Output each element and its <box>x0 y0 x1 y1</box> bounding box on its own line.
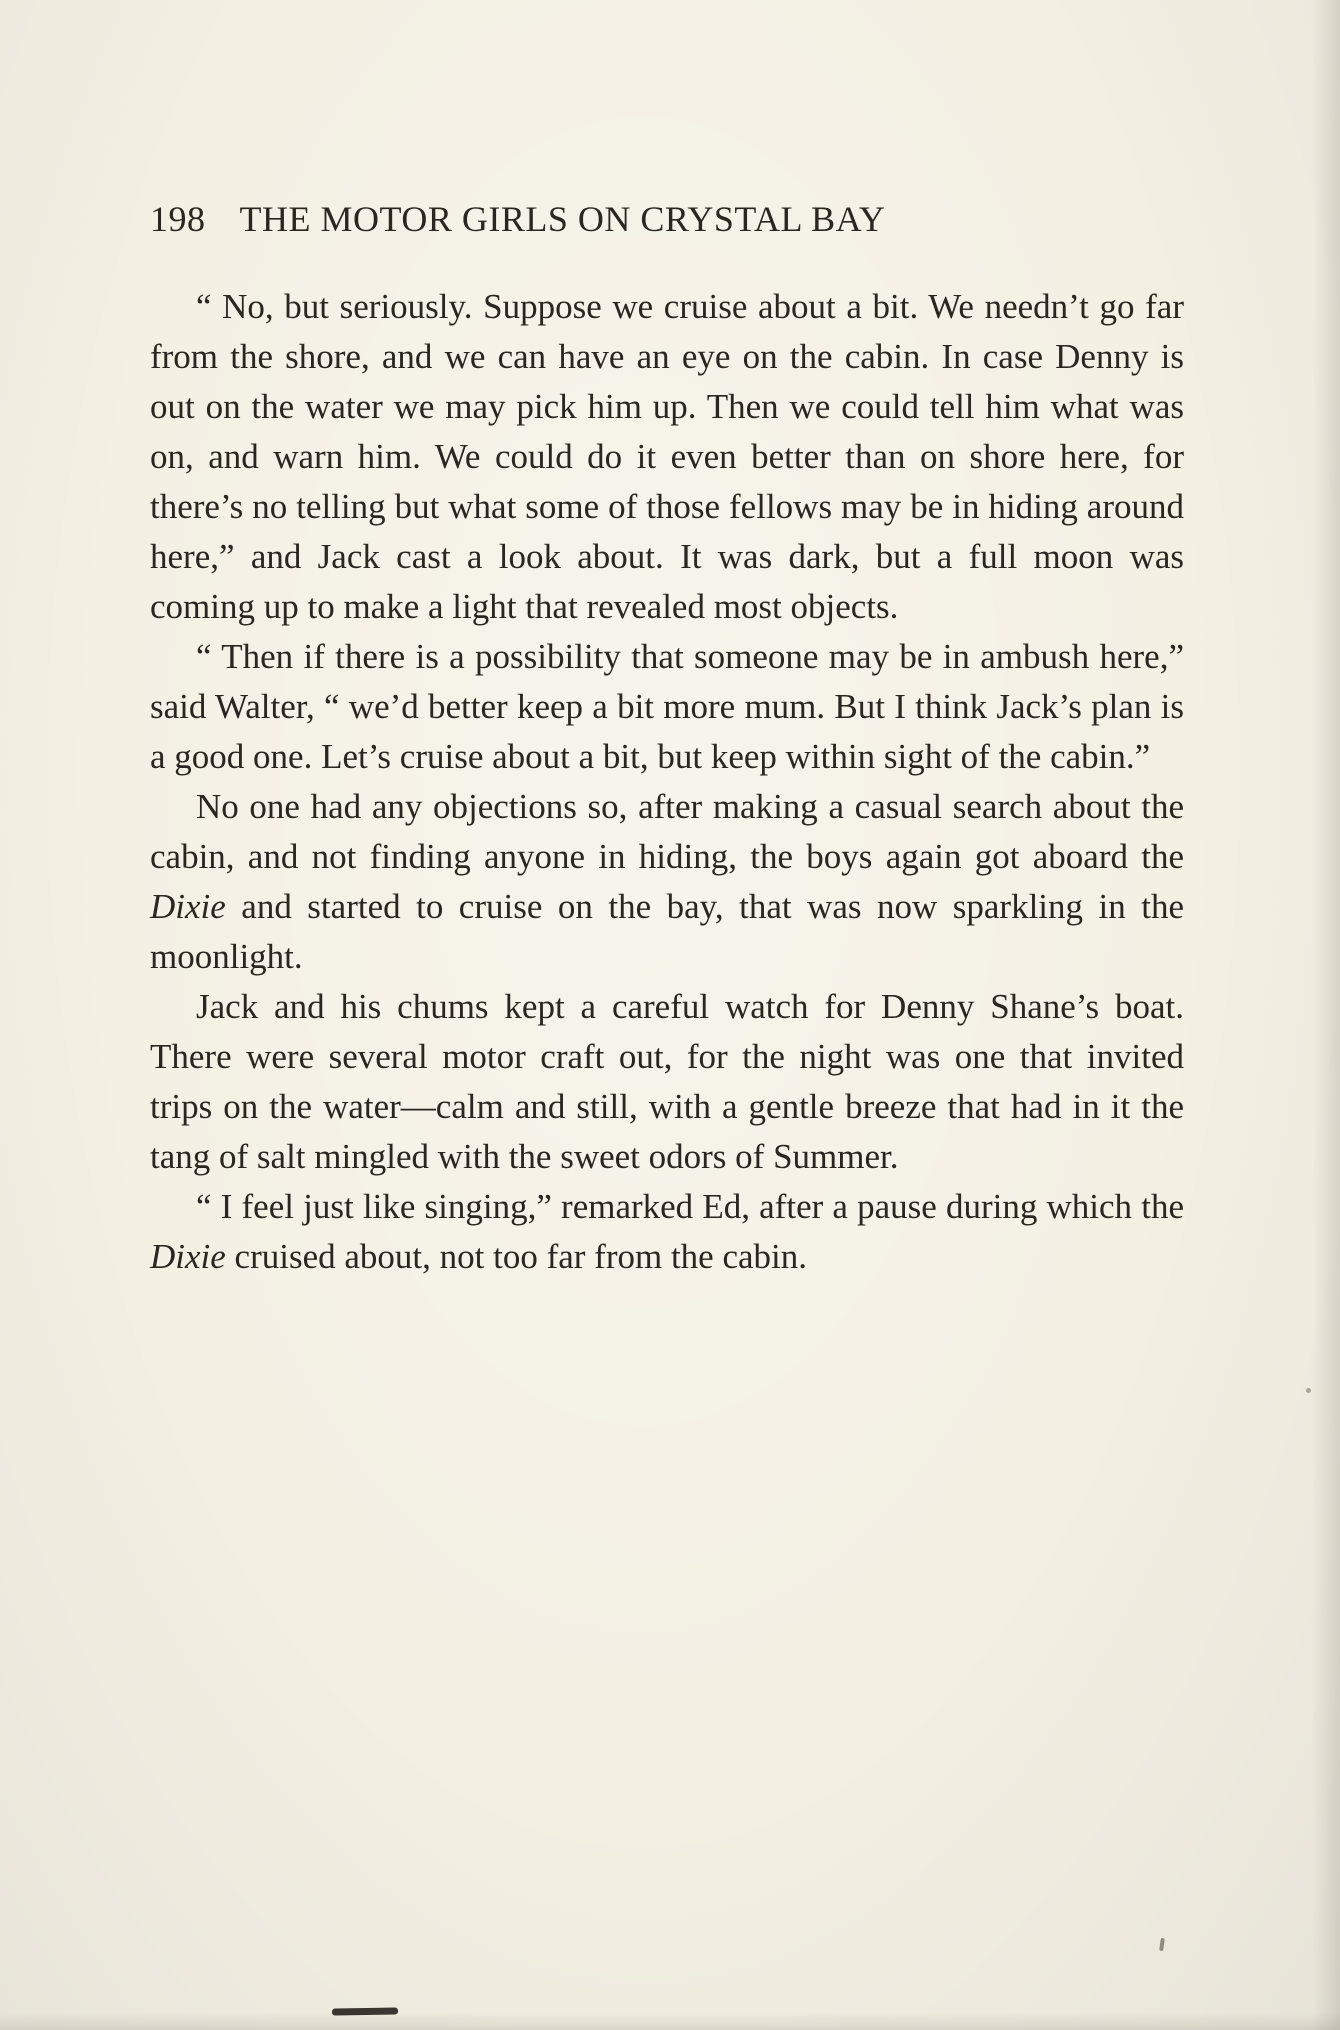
running-title: THE MOTOR GIRLS ON CRYSTAL BAY <box>239 199 886 239</box>
italic-text-run: Dixie <box>150 1237 226 1276</box>
page-header <box>150 198 885 240</box>
paragraph <box>150 282 1184 632</box>
text-run: and started to cruise on the bay, that was now sparkling in the moonlight. <box>150 887 1184 976</box>
scan-edge-shadow <box>1312 0 1340 2030</box>
page-body <box>150 282 1184 1282</box>
text-run: Jack and his chums kept a careful watch for Denny Shane’s boat. There were several motor craft out, for the night was one that invited trips on the water—calm and still, with a gentle breeze that had in it the tang of salt mingled with the sweet odors of Summer. <box>150 987 1184 1176</box>
italic-text-run: Dixie <box>150 887 226 926</box>
paragraph <box>150 782 1184 982</box>
paragraph <box>150 982 1184 1182</box>
scan-bottom-shadow <box>0 2012 1340 2030</box>
scan-artifact <box>1159 1938 1165 1951</box>
paragraph <box>150 1182 1184 1282</box>
text-run: “ No, but seriously. Suppose we cruise about a bit. We needn’t go far from the shore, and we can have an eye on the cabin. In case Denny is out on the water we may pick him up. Then we could tell him what was on, and warn him. We could do it even better than on shore here, for there’s no telling but what some of those fellows may be in hiding around here,” and Jack cast a look about. It was dark, but a full moon was coming up to make a light that revealed most objects. <box>150 287 1184 626</box>
scan-artifact <box>332 2007 398 2015</box>
paragraph <box>150 632 1184 782</box>
text-run: “ I feel just like singing,” remarked Ed, after a pause during which the <box>196 1187 1184 1226</box>
text-run: No one had any objections so, after making a casual search about the cabin, and not finding anyone in hiding, the boys again got aboard the <box>150 787 1184 876</box>
page-number: 198 <box>150 199 206 239</box>
text-run: cruised about, not too far from the cabin. <box>225 1237 808 1276</box>
scan-artifact <box>1306 1388 1311 1393</box>
text-run: “ Then if there is a possibility that someone may be in ambush here,” said Walter, “ we’d better keep a bit more mum. But I think Jack’s plan is a good one. Let’s cruise about a bit, but keep within sight of the cabin.” <box>150 637 1184 776</box>
